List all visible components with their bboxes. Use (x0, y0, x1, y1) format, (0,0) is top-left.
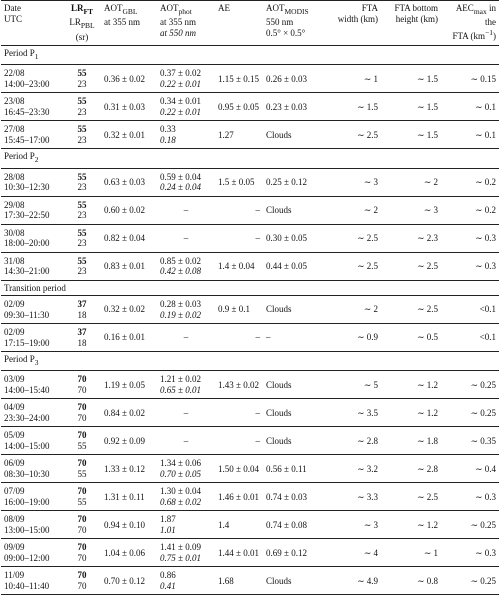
cell-date: 08/09 13:00–15:00 (1, 511, 63, 539)
cell-aec-max: ∼ 0.25 (441, 511, 499, 539)
cell-fta-width: ∼ 3.3 (331, 483, 381, 511)
cell-ae: 1.46 ± 0.01 (215, 483, 263, 511)
cell-ae: 1.15 ± 0.15 (215, 65, 263, 93)
section-header-row (1, 352, 499, 371)
section-header-row (1, 46, 499, 65)
cell-aot-modis: 0.26 ± 0.03 (263, 65, 331, 93)
table-row (1, 371, 499, 399)
cell-aot-phot: 1.30 ± 0.04 0.68 ± 0.02 (157, 483, 215, 511)
cell-fta-bottom: ∼ 2.5 (381, 483, 441, 511)
cell-fta-bottom: ∼ 2 (381, 168, 441, 196)
cell-aec-max: ∼ 0.35 (441, 427, 499, 455)
cell-aot-gbl: 0.16 ± 0.01 (101, 324, 157, 352)
table-body (1, 46, 499, 595)
cell-date: 31/08 14:30–21:00 (1, 252, 63, 280)
cell-fta-bottom: ∼ 1.2 (381, 399, 441, 427)
header-ae: AE (215, 1, 263, 46)
cell-lr: 55 23 (63, 252, 101, 280)
cell-aec-max: ∼ 0.3 (441, 252, 499, 280)
cell-ae: 1.4 (215, 511, 263, 539)
cell-aot-modis: Clouds (263, 427, 331, 455)
cell-aot-phot: – (157, 324, 215, 352)
cell-aot-modis: 0.30 ± 0.05 (263, 224, 331, 252)
cell-aec-max: ∼ 0.15 (441, 65, 499, 93)
header-fta-width: FTA width (km) (331, 1, 381, 46)
cell-fta-bottom: ∼ 2.3 (381, 224, 441, 252)
cell-lr: 70 55 (63, 455, 101, 483)
cell-lr: 70 70 (63, 511, 101, 539)
section-title: Transition period (1, 280, 499, 296)
table-row (1, 399, 499, 427)
header-aot-phot: $AOT_{phot}$ at 355 nm at 550 nm (157, 1, 215, 46)
cell-ae: – (215, 324, 263, 352)
cell-fta-width: ∼ 0.9 (331, 324, 381, 352)
section-title: Period $P_3$ (1, 352, 499, 371)
cell-ae: 1.43 ± 0.02 (215, 371, 263, 399)
cell-aec-max: ∼ 0.2 (441, 168, 499, 196)
cell-aot-gbl: 1.31 ± 0.11 (101, 483, 157, 511)
cell-aot-modis: 0.23 ± 0.03 (263, 93, 331, 121)
cell-ae: 1.4 ± 0.04 (215, 252, 263, 280)
table-row (1, 455, 499, 483)
cell-aot-gbl: 0.63 ± 0.03 (101, 168, 157, 196)
cell-ae: – (215, 399, 263, 427)
cell-lr: 70 70 (63, 567, 101, 595)
cell-date: 29/08 17:30–22:50 (1, 196, 63, 224)
cell-lr: 37 18 (63, 296, 101, 324)
cell-lr: 70 70 (63, 371, 101, 399)
cell-fta-width: ∼ 2.5 (331, 224, 381, 252)
cell-aot-modis: Clouds (263, 196, 331, 224)
cell-date: 27/08 15:45–17:00 (1, 121, 63, 149)
cell-aot-modis: 0.74 ± 0.03 (263, 483, 331, 511)
cell-aot-phot: 0.33 0.18 (157, 121, 215, 149)
cell-aot-gbl: 0.32 ± 0.01 (101, 121, 157, 149)
table-row (1, 427, 499, 455)
table-row (1, 539, 499, 567)
cell-aec-max: <0.1 (441, 296, 499, 324)
cell-aec-max: ∼ 0.3 (441, 539, 499, 567)
cell-fta-width: ∼ 3 (331, 511, 381, 539)
cell-fta-bottom: ∼ 1.5 (381, 93, 441, 121)
cell-fta-width: ∼ 2 (331, 296, 381, 324)
cell-aot-gbl: 0.31 ± 0.03 (101, 93, 157, 121)
cell-date: 09/09 09:00–12:00 (1, 539, 63, 567)
cell-aec-max: ∼ 0.25 (441, 371, 499, 399)
cell-aot-phot: – (157, 399, 215, 427)
cell-date: 23/08 16:45–23:30 (1, 93, 63, 121)
cell-lr: 55 23 (63, 196, 101, 224)
cell-aot-phot: 0.86 0.41 (157, 567, 215, 595)
cell-lr: 70 55 (63, 483, 101, 511)
cell-aot-gbl: 0.82 ± 0.04 (101, 224, 157, 252)
cell-ae: 0.95 ± 0.05 (215, 93, 263, 121)
cell-aot-modis: 0.69 ± 0.12 (263, 539, 331, 567)
cell-fta-bottom: ∼ 1.5 (381, 121, 441, 149)
cell-aot-gbl: 0.36 ± 0.02 (101, 65, 157, 93)
cell-fta-bottom: ∼ 0.5 (381, 324, 441, 352)
table-row (1, 296, 499, 324)
cell-fta-width: ∼ 3 (331, 168, 381, 196)
cell-fta-width: ∼ 1 (331, 65, 381, 93)
cell-ae: 1.44 ± 0.01 (215, 539, 263, 567)
section-title: Period $P_2$ (1, 149, 499, 168)
table-row (1, 196, 499, 224)
cell-ae: – (215, 224, 263, 252)
cell-fta-bottom: ∼ 2.5 (381, 252, 441, 280)
cell-lr: 37 18 (63, 324, 101, 352)
cell-fta-width: ∼ 2.8 (331, 427, 381, 455)
cell-fta-width: ∼ 4 (331, 539, 381, 567)
cell-fta-bottom: ∼ 3 (381, 196, 441, 224)
cell-fta-bottom: ∼ 1.2 (381, 511, 441, 539)
table-row (1, 121, 499, 149)
cell-aot-modis: 0.56 ± 0.11 (263, 455, 331, 483)
cell-fta-bottom: ∼ 1.8 (381, 427, 441, 455)
cell-fta-width: ∼ 3.2 (331, 455, 381, 483)
cell-date: 11/09 10:40–11:40 (1, 567, 63, 595)
cell-lr: 70 70 (63, 539, 101, 567)
cell-aec-max: ∼ 0.1 (441, 121, 499, 149)
cell-date: 07/09 16:00–19:00 (1, 483, 63, 511)
cell-aot-gbl: 1.33 ± 0.12 (101, 455, 157, 483)
table-row (1, 567, 499, 595)
section-header-row (1, 149, 499, 168)
cell-date: 22/08 14:00–23:00 (1, 65, 63, 93)
header-fta-bottom: FTA bottom height (km) (381, 1, 441, 46)
cell-aot-gbl: 0.84 ± 0.02 (101, 399, 157, 427)
cell-fta-width: ∼ 5 (331, 371, 381, 399)
cell-fta-width: ∼ 2 (331, 196, 381, 224)
cell-aot-phot: 1.34 ± 0.06 0.70 ± 0.05 (157, 455, 215, 483)
table-row (1, 511, 499, 539)
section-title: Period $P_1$ (1, 46, 499, 65)
cell-aot-gbl: 0.92 ± 0.09 (101, 427, 157, 455)
header-lr: $LR_{FT}$ $LR_{PBL}$ (sr) (63, 1, 101, 46)
cell-lr: 55 23 (63, 93, 101, 121)
cell-aot-phot: – (157, 224, 215, 252)
cell-aot-phot: 1.21 ± 0.02 0.65 ± 0.01 (157, 371, 215, 399)
cell-ae: 1.5 ± 0.05 (215, 168, 263, 196)
cell-aot-gbl: 0.94 ± 0.10 (101, 511, 157, 539)
cell-aot-modis: Clouds (263, 567, 331, 595)
cell-aot-modis: Clouds (263, 399, 331, 427)
cell-ae: 0.9 ± 0.1 (215, 296, 263, 324)
cell-aot-phot: – (157, 196, 215, 224)
data-table (1, 0, 499, 595)
cell-aec-max: ∼ 0.25 (441, 399, 499, 427)
cell-aot-modis: Clouds (263, 296, 331, 324)
cell-aot-gbl: 0.60 ± 0.02 (101, 196, 157, 224)
cell-lr: 55 23 (63, 65, 101, 93)
table-header (1, 1, 499, 46)
cell-aot-phot: 1.87 1.01 (157, 511, 215, 539)
header-aec-max: $AEC_{max}$ in the FTA $(km^{-1})$ (441, 1, 499, 46)
table-row (1, 224, 499, 252)
section-header-row (1, 280, 499, 296)
cell-fta-width: ∼ 4.9 (331, 567, 381, 595)
cell-date: 02/09 17:15–19:00 (1, 324, 63, 352)
cell-aot-gbl: 0.70 ± 0.12 (101, 567, 157, 595)
cell-lr: 70 70 (63, 399, 101, 427)
cell-aec-max: ∼ 0.4 (441, 455, 499, 483)
cell-aot-phot: 0.59 ± 0.04 0.24 ± 0.04 (157, 168, 215, 196)
cell-aot-gbl: 0.83 ± 0.01 (101, 252, 157, 280)
cell-aec-max: ∼ 0.3 (441, 224, 499, 252)
cell-fta-width: ∼ 3.5 (331, 399, 381, 427)
cell-aot-modis: Clouds (263, 121, 331, 149)
table-row (1, 93, 499, 121)
cell-date: 02/09 09:30–11:30 (1, 296, 63, 324)
cell-ae: – (215, 196, 263, 224)
cell-ae: 1.50 ± 0.04 (215, 455, 263, 483)
cell-aot-phot: 0.28 ± 0.03 0.19 ± 0.02 (157, 296, 215, 324)
cell-fta-bottom: ∼ 0.8 (381, 567, 441, 595)
cell-aec-max: ∼ 0.2 (441, 196, 499, 224)
cell-lr: 55 23 (63, 168, 101, 196)
cell-fta-bottom: ∼ 1.5 (381, 65, 441, 93)
cell-lr: 55 23 (63, 121, 101, 149)
cell-aot-gbl: 1.19 ± 0.05 (101, 371, 157, 399)
cell-date: 06/09 08:30–10:30 (1, 455, 63, 483)
cell-ae: 1.27 (215, 121, 263, 149)
cell-aot-modis: 0.25 ± 0.12 (263, 168, 331, 196)
cell-fta-bottom: ∼ 1.2 (381, 371, 441, 399)
cell-aot-phot: – (157, 427, 215, 455)
cell-date: 04/09 23:30–24:00 (1, 399, 63, 427)
cell-aot-modis: Clouds (263, 371, 331, 399)
table-row (1, 483, 499, 511)
cell-aot-modis: 0.74 ± 0.08 (263, 511, 331, 539)
cell-date: 30/08 18:00–20:00 (1, 224, 63, 252)
cell-aec-max: ∼ 0.1 (441, 93, 499, 121)
cell-fta-width: ∼ 2.5 (331, 121, 381, 149)
table-row (1, 324, 499, 352)
table-row (1, 65, 499, 93)
cell-aec-max: ∼ 0.25 (441, 567, 499, 595)
cell-ae: 1.68 (215, 567, 263, 595)
header-aot-gbl: $AOT_{GBL}$ at 355 nm (101, 1, 157, 46)
cell-ae: – (215, 427, 263, 455)
cell-lr: 55 23 (63, 224, 101, 252)
cell-aot-phot: 0.85 ± 0.02 0.42 ± 0.08 (157, 252, 215, 280)
cell-aec-max: <0.1 (441, 324, 499, 352)
cell-fta-bottom: ∼ 2.8 (381, 455, 441, 483)
cell-aot-modis: – (263, 324, 331, 352)
cell-date: 28/08 10:30–12:30 (1, 168, 63, 196)
cell-aot-modis: 0.44 ± 0.05 (263, 252, 331, 280)
cell-date: 03/09 14:00–15:40 (1, 371, 63, 399)
cell-aot-phot: 1.41 ± 0.09 0.75 ± 0.01 (157, 539, 215, 567)
cell-aot-gbl: 0.32 ± 0.02 (101, 296, 157, 324)
cell-lr: 70 55 (63, 427, 101, 455)
cell-date: 05/09 14:00–15:00 (1, 427, 63, 455)
table-row (1, 168, 499, 196)
cell-aot-phot: 0.37 ± 0.02 0.22 ± 0.01 (157, 65, 215, 93)
cell-fta-bottom: ∼ 2.5 (381, 296, 441, 324)
table-row (1, 252, 499, 280)
cell-aot-phot: 0.34 ± 0.01 0.22 ± 0.01 (157, 93, 215, 121)
cell-fta-bottom: ∼ 1 (381, 539, 441, 567)
cell-fta-width: ∼ 2.5 (331, 252, 381, 280)
cell-aec-max: ∼ 0.3 (441, 483, 499, 511)
cell-aot-gbl: 1.04 ± 0.06 (101, 539, 157, 567)
cell-fta-width: ∼ 1.5 (331, 93, 381, 121)
header-date: Date UTC (1, 1, 63, 46)
header-aot-modis: $AOT_{MODIS}$ 550 nm 0.5° × 0.5° (263, 1, 331, 46)
